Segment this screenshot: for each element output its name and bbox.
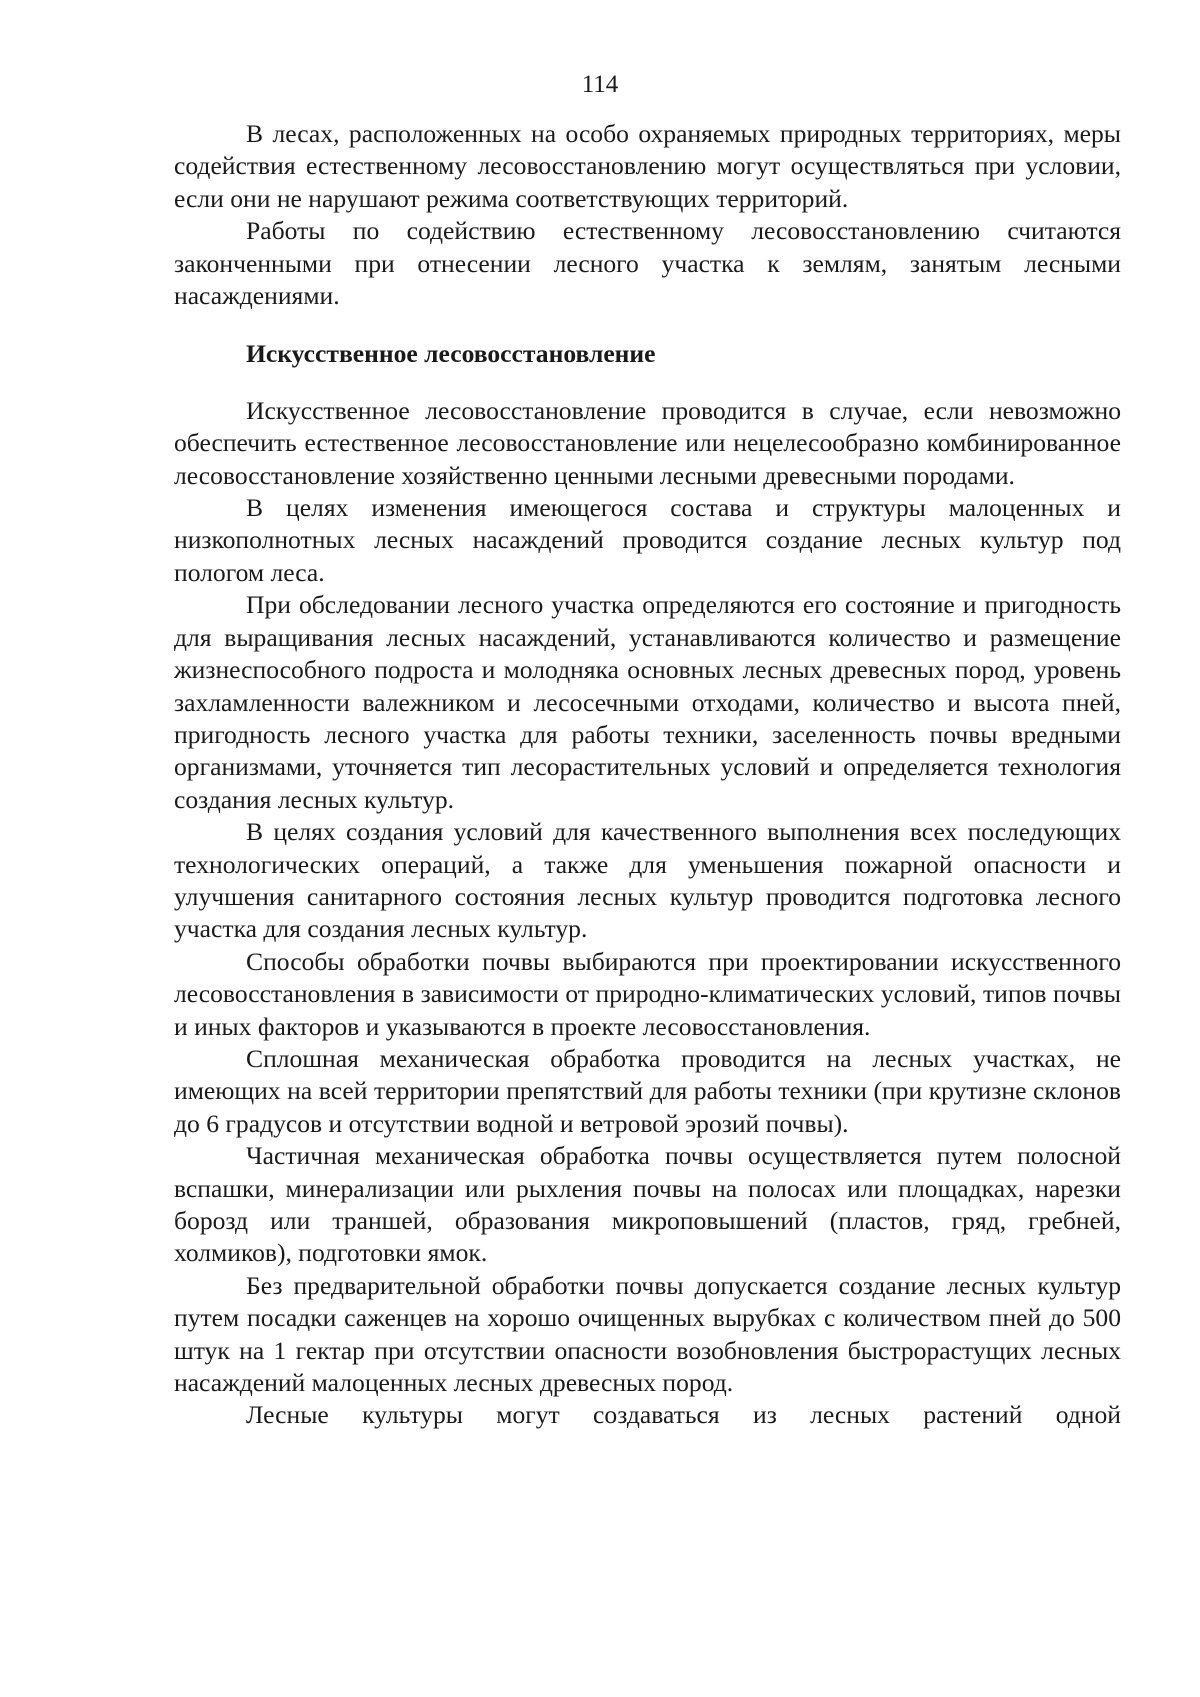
paragraph-composition-change: В целях изменения имеющегося состава и структуры малоценных и низкополнотных лесных насаждений проводится создание лесных культур под пологом леса. xyxy=(174,493,1121,587)
page-content xyxy=(174,118,1121,1432)
section-heading: Искусственное лесовосстановление xyxy=(246,339,656,369)
paragraph-continuous-treatment: Сплошная механическая обработка проводится на лесных участках, не имеющих на всей территории препятствий для работы техники (при крутизне склонов до 6 градусов и отсутствии водной и ветровой эрозий почвы). xyxy=(174,1043,1121,1138)
paragraph-protected-areas: В лесах, расположенных на особо охраняемых природных территориях, меры содействия естественному лесовосстановлению могут осуществляться при условии, если они не нарушают режима соответствующих территорий. xyxy=(174,119,1121,213)
paragraph-forest-cultures: Лесные культуры могут создаваться из лесных растений одной xyxy=(246,1400,1121,1430)
paragraph-no-treatment: Без предварительной обработки почвы допускается создание лесных культур путем посадки саженцев на хорошо очищенных вырубках с количеством пней до 500 штук на 1 гектар при отсутствии опасности возобновления быстрорастущих лесных насаждений малоценных лесных древесных пород. xyxy=(174,1270,1121,1398)
page-number: 114 xyxy=(581,71,619,98)
paragraph-artificial-conditions: Искусственное лесовосстановление проводится в случае, если невозможно обеспечить естественное лесовосстановление или нецелесообразно комбинированное лесовосстановление хозяйственно ценными лесными древесными породами. xyxy=(174,395,1121,490)
paragraph-site-preparation: В целях создания условий для качественного выполнения всех последующих технологических операций, а также для уменьшения пожарной опасности и улучшения санитарного состояния лесных культур проводится подготовка лесного участка для создания лесных культур. xyxy=(174,817,1121,944)
paragraph-site-survey: При обследовании лесного участка определяются его состояние и пригодность для выращивания лесных насаждений, устанавливаются количество и размещение жизнеспособного подроста и молодняка основных лесных древесных пород, уровень захламленности валежником и лесосечными отходами, количество и высота пней, пригодность лесного участка для работы техники, заселенность почвы вредными организмами, уточняется тип лесорастительных условий и определяется технология создания лесных культур. xyxy=(174,590,1121,814)
paragraph-partial-treatment: Частичная механическая обработка почвы осуществляется путем полосной вспашки, минерализации или рыхления почвы на полосах или площадках, нарезки борозд или траншей, образования микроповышений (пластов, гряд, гребней, холмиков), подготовки ямок. xyxy=(174,1141,1121,1268)
paragraph-works-completion: Работы по содействию естественному лесовосстановлению считаются законченными при отнесении лесного участка к землям, занятым лесными насаждениями. xyxy=(174,216,1121,311)
paragraph-soil-methods: Способы обработки почвы выбираются при проектировании искусственного лесовосстановления в зависимости от природно-климатических условий, типов почвы и иных факторов и указываются в проекте лесовосстановления. xyxy=(174,946,1121,1041)
